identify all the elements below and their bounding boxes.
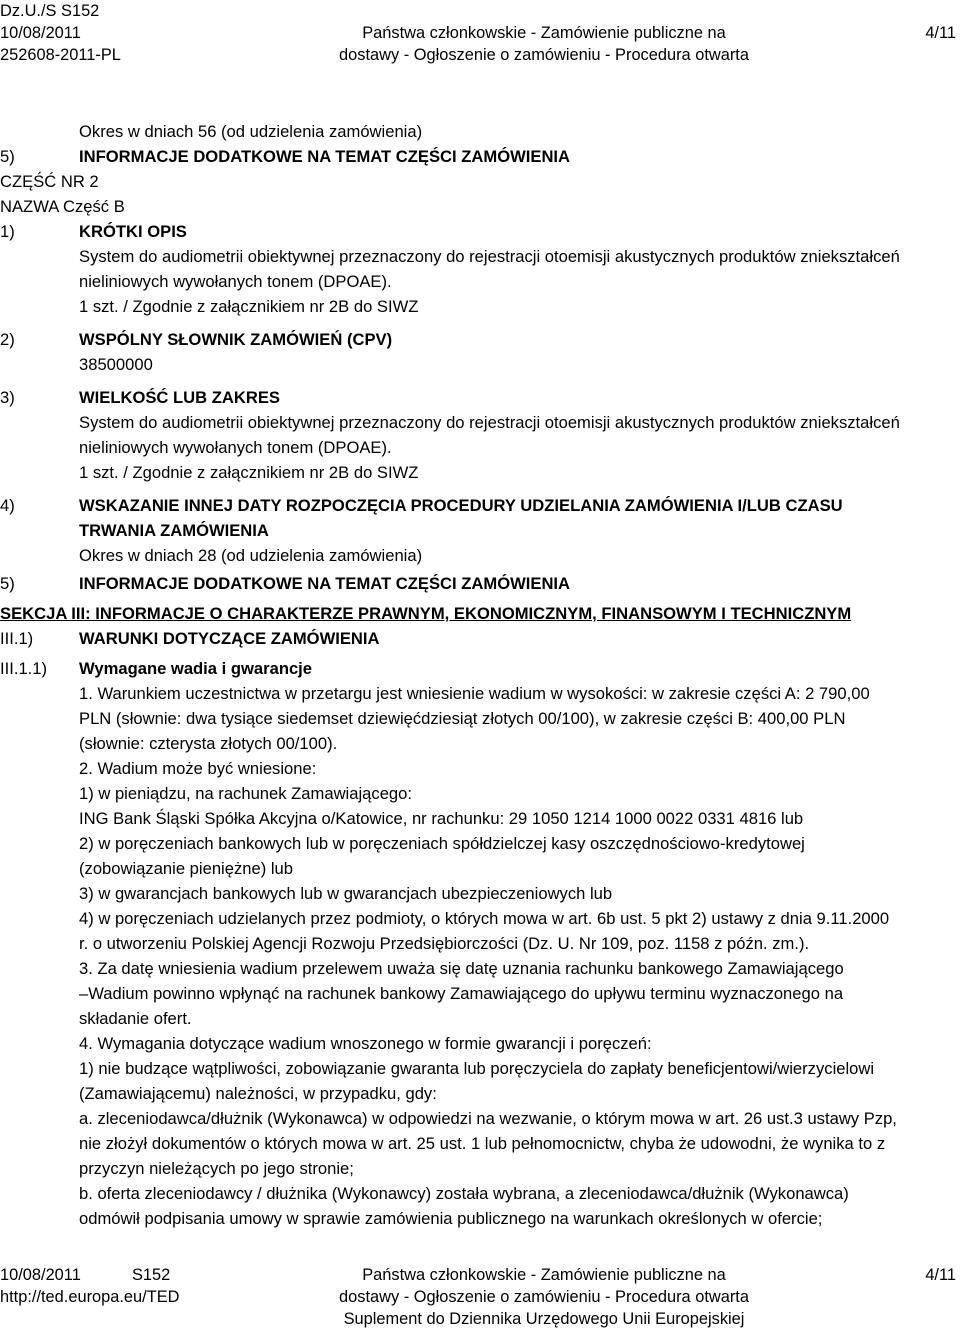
paragraph-line: przyczyn nieleżących po jego stronie; (79, 1159, 354, 1178)
header-date: 10/08/2011 (0, 24, 81, 42)
footer-title-line2: dostawy - Ogłoszenie o zamówieniu - Procedura otwarta (339, 1288, 749, 1306)
deposit-requirements-text (0, 681, 960, 1231)
item-heading: INFORMACJE DODATKOWE NA TEMAT CZĘŚCI ZAMÓWIENIA (79, 147, 571, 166)
cpv-code: 38500000 (79, 355, 153, 374)
description-line: System do audiometrii obiektywnej przeznaczony do rejestracji otoemisji akustycznych produktów zniekształceń (79, 247, 900, 266)
item-heading: KRÓTKI OPIS (79, 222, 187, 241)
footer-page-number: 4/11 (925, 1266, 956, 1284)
section-5-additional-info-a (0, 144, 960, 169)
paragraph-line: a. zleceniodawca/dłużnik (Wykonawca) w odpowiedzi na wezwanie, o którym mowa w art. 26 ust.3 ustawy Pzp, (79, 1109, 897, 1128)
paragraph-line: składanie ofert. (79, 1009, 192, 1028)
item-number: 3) (0, 388, 15, 407)
paragraph-line: 2. Wadium może być wniesione: (79, 759, 317, 778)
item-heading: WSKAZANIE INNEJ DATY ROZPOCZĘCIA PROCEDURY UDZIELANIA ZAMÓWIENIA I/LUB CZASU (79, 496, 843, 515)
paragraph-line: nie złożył dokumentów o których mowa w art. 25 ust. 1 lub pełnomocnictw, chyba że udowodni, że wynika to z (79, 1134, 886, 1153)
item-number: III.1.1) (0, 659, 48, 678)
paragraph-line: 4. Wymagania dotyczące wadium wnoszonego w formie gwarancji i poręczeń: (79, 1034, 652, 1053)
section-4-other-date (0, 493, 960, 518)
section-2-cpv (0, 327, 960, 352)
paragraph-line: 3. Za datę wniesienia wadium przelewem uważa się datę uznania rachunku bankowego Zamawiającego (79, 959, 844, 978)
item-heading: WARUNKI DOTYCZĄCE ZAMÓWIENIA (79, 629, 380, 648)
description-line: 1 szt. / Zgodnie z załącznikiem nr 2B do SIWZ (79, 297, 419, 316)
section-3-quantity-scope (0, 385, 960, 410)
header-title-line2: dostawy - Ogłoszenie o zamówieniu - Procedura otwarta (339, 46, 749, 64)
section-iii-1 (0, 626, 960, 651)
header-notice-id: 252608-2011-PL (0, 46, 121, 64)
footer-url-link[interactable]: http://ted.europa.eu/TED (0, 1288, 180, 1306)
item-number: 4) (0, 496, 15, 515)
section-1-short-description (0, 219, 960, 244)
item-number: 5) (0, 147, 15, 166)
item-heading: Wymagane wadia i gwarancje (79, 659, 313, 678)
header-journal-ref: Dz.U./S S152 (0, 2, 100, 20)
paragraph-line: 3) w gwarancjach bankowych lub w gwarancjach ubezpieczeniowych lub (79, 884, 613, 903)
footer-title-line1: Państwa członkowskie - Zamówienie publiczne na (362, 1266, 726, 1284)
item-number: 5) (0, 574, 15, 593)
paragraph-line: 4) w poręczeniach udzielanych przez podmioty, o których mowa w art. 6b ust. 5 pkt 2) ustawy z dnia 9.11.2000 (79, 909, 890, 928)
header-page-number: 4/11 (925, 24, 956, 42)
paragraph-line: 2) w poręczeniach bankowych lub w poręczeniach spółdzielczej kasy oszczędnościowo-kredytowej (79, 834, 805, 853)
duration-text-1: Okres w dniach 56 (od udzielenia zamówienia) (79, 122, 423, 141)
paragraph-line: 1) w pieniądzu, na rachunek Zamawiającego: (79, 784, 412, 803)
paragraph-line: 1. Warunkiem uczestnictwa w przetargu jest wniesienie wadium w wysokości: w zakresie części A: 2 790,00 (79, 684, 870, 703)
scope-line: nieliniowych wywołanych tonem (DPOAE). (79, 438, 392, 457)
header-title-line1: Państwa członkowskie - Zamówienie publiczne na (362, 24, 726, 42)
footer-series: S152 (132, 1266, 171, 1284)
document-body (0, 119, 960, 1231)
duration-text-2: Okres w dniach 28 (od udzielenia zamówienia) (79, 546, 423, 565)
scope-line: System do audiometrii obiektywnej przeznaczony do rejestracji otoemisji akustycznych produktów zniekształceń (79, 413, 900, 432)
item-heading: INFORMACJE DODATKOWE NA TEMAT CZĘŚCI ZAMÓWIENIA (79, 574, 571, 593)
paragraph-line: (Zamawiającemu) należności, w przypadku, gdy: (79, 1084, 437, 1103)
paragraph-line: b. oferta zleceniodawcy / dłużnika (Wykonawcy) została wybrana, a zleceniodawca/dłużnik (Wykonawca) (79, 1184, 849, 1203)
part-name: NAZWA Część B (0, 197, 125, 216)
description-line: nieliniowych wywołanych tonem (DPOAE). (79, 272, 392, 291)
section-iii-heading: SEKCJA III: INFORMACJE O CHARAKTERZE PRAWNYM, EKONOMICZNYM, FINANSOWYM I TECHNICZNYM (0, 604, 852, 623)
paragraph-line: (zobowiązanie pieniężne) lub (79, 859, 294, 878)
paragraph-line: r. o utworzeniu Polskiej Agencji Rozwoju Przedsiębiorczości (Dz. U. Nr 109, poz. 1158 z późn. zm.). (79, 934, 810, 953)
section-iii-1-1 (0, 656, 960, 681)
footer-supplement: Suplement do Dziennika Urzędowego Unii Europejskiej (343, 1310, 745, 1328)
footer-date: 10/08/2011 (0, 1266, 81, 1284)
item-number: 1) (0, 222, 15, 241)
scope-line: 1 szt. / Zgodnie z załącznikiem nr 2B do SIWZ (79, 463, 419, 482)
item-number: 2) (0, 330, 15, 349)
paragraph-line: ING Bank Śląski Spółka Akcyjna o/Katowice, nr rachunku: 29 1050 1214 1000 0022 0331 4816 lub (79, 809, 804, 828)
item-heading: WIELKOŚĆ LUB ZAKRES (79, 388, 280, 407)
part-number: CZĘŚĆ NR 2 (0, 172, 99, 191)
paragraph-line: (słownie: czterysta złotych 00/100). (79, 734, 338, 753)
item-heading-cont: TRWANIA ZAMÓWIENIA (79, 521, 269, 540)
paragraph-line: PLN (słownie: dwa tysiące siedemset dziewięćdziesiąt złotych 00/100), w zakresie części B: 400,00 PLN (79, 709, 846, 728)
item-heading: WSPÓLNY SŁOWNIK ZAMÓWIEŃ (CPV) (79, 330, 393, 349)
item-number: III.1) (0, 629, 34, 648)
section-5-additional-info-b (0, 571, 960, 596)
paragraph-line: odmówił podpisania umowy w sprawie zamówienia publicznego na warunkach określonych w ofercie; (79, 1209, 823, 1228)
paragraph-line: –Wadium powinno wpłynąć na rachunek bankowy Zamawiającego do upływu terminu wyznaczonego na (79, 984, 844, 1003)
paragraph-line: 1) nie budzące wątpliwości, zobowiązanie gwaranta lub poręczyciela do zapłaty beneficjentowi/wierzycielowi (79, 1059, 875, 1078)
